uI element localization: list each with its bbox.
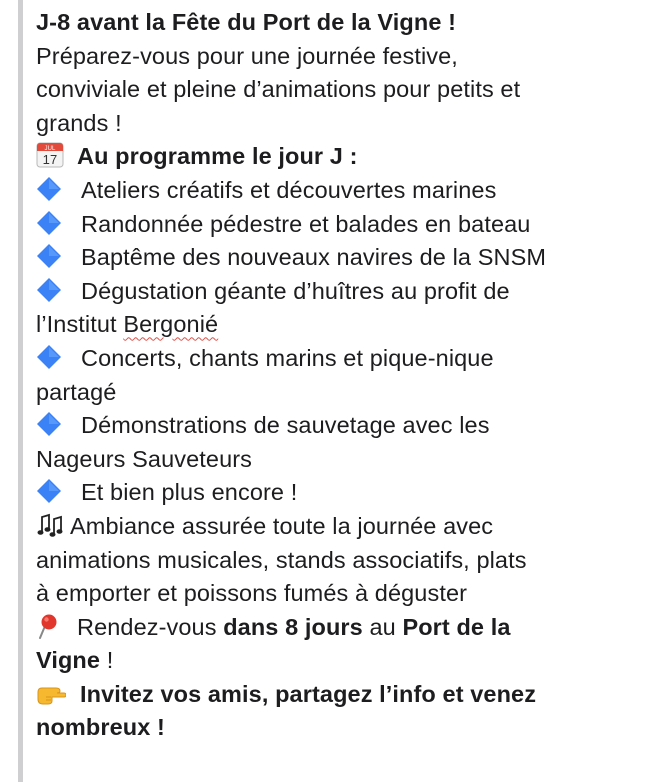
program-item-label: Démonstrations de sauvetage avec les [81,412,490,439]
rdv-mid: au [362,613,403,640]
ambiance-line-3: à emporter et poissons fumés à déguster [36,580,468,607]
cta-text-1: Invitez vos amis, partagez l’info et venez [80,680,537,707]
blue-diamond-icon [36,411,62,437]
intro-line-3: grands ! [36,109,122,136]
program-item-label: Concerts, chants marins et pique-nique [81,344,494,371]
program-heading-line [36,140,646,174]
blue-diamond-icon [36,344,62,370]
post-text [36,6,646,745]
post-title: J-8 avant la Fête du Port de la Vigne ! [36,9,457,35]
round-pushpin-icon [36,613,60,639]
rdv-line-2 [36,644,646,678]
cta-line-1 [36,678,646,712]
blue-diamond-icon [36,243,62,269]
program-item-continuation [36,308,646,342]
rdv-place-end: Vigne [36,647,101,674]
program-item-label: Dégustation géante d’huîtres au profit de [81,277,510,304]
blue-diamond-icon [36,277,62,303]
program-item [36,275,646,309]
rdv-days: dans 8 jours [223,613,363,640]
ambiance-text-1: Ambiance assurée toute la journée avec [70,512,494,539]
rdv-prefix: Rendez-vous [77,613,224,640]
rdv-line-1 [36,611,646,645]
program-item [36,409,646,443]
spellcheck-word[interactable]: Bergonié [123,311,219,338]
program-item-label: Et bien plus encore ! [81,479,298,506]
music-notes-icon [36,512,64,538]
program-item-label: Baptême des nouveaux navires de la SNSM [81,244,547,271]
intro-line-2: conviviale et pleine d’animations pour petits et [36,76,521,103]
intro-line-1: Préparez-vous pour une journée festive, [36,42,458,69]
program-heading: Au programme le jour J : [77,143,358,170]
rdv-exclaim: ! [100,647,114,674]
cta-line-2: nombreux ! [36,714,165,741]
calendar-month: JUL [44,146,56,153]
program-item [36,342,646,376]
rdv-place: Port de la [402,613,511,640]
blue-diamond-icon [36,478,62,504]
blue-diamond-icon [36,176,62,202]
program-item [36,476,646,510]
pointing-hand-icon [36,680,66,706]
calendar-day: 17 [42,152,58,168]
calendar-icon [36,142,64,168]
program-item-continuation: Nageurs Sauveteurs [36,445,253,472]
program-item [36,208,646,242]
left-border [18,0,23,782]
ambiance-line-1 [36,510,646,544]
continuation-prefix: l’Institut [36,311,124,338]
ambiance-line-2: animations musicales, stands associatifs, plats [36,546,527,573]
program-item [36,241,646,275]
program-item-label: Ateliers créatifs et découvertes marines [81,176,497,203]
program-item-label: Randonnée pédestre et balades en bateau [81,210,531,237]
blue-diamond-icon [36,210,62,236]
program-item-continuation: partagé [36,378,117,405]
program-item [36,174,646,208]
